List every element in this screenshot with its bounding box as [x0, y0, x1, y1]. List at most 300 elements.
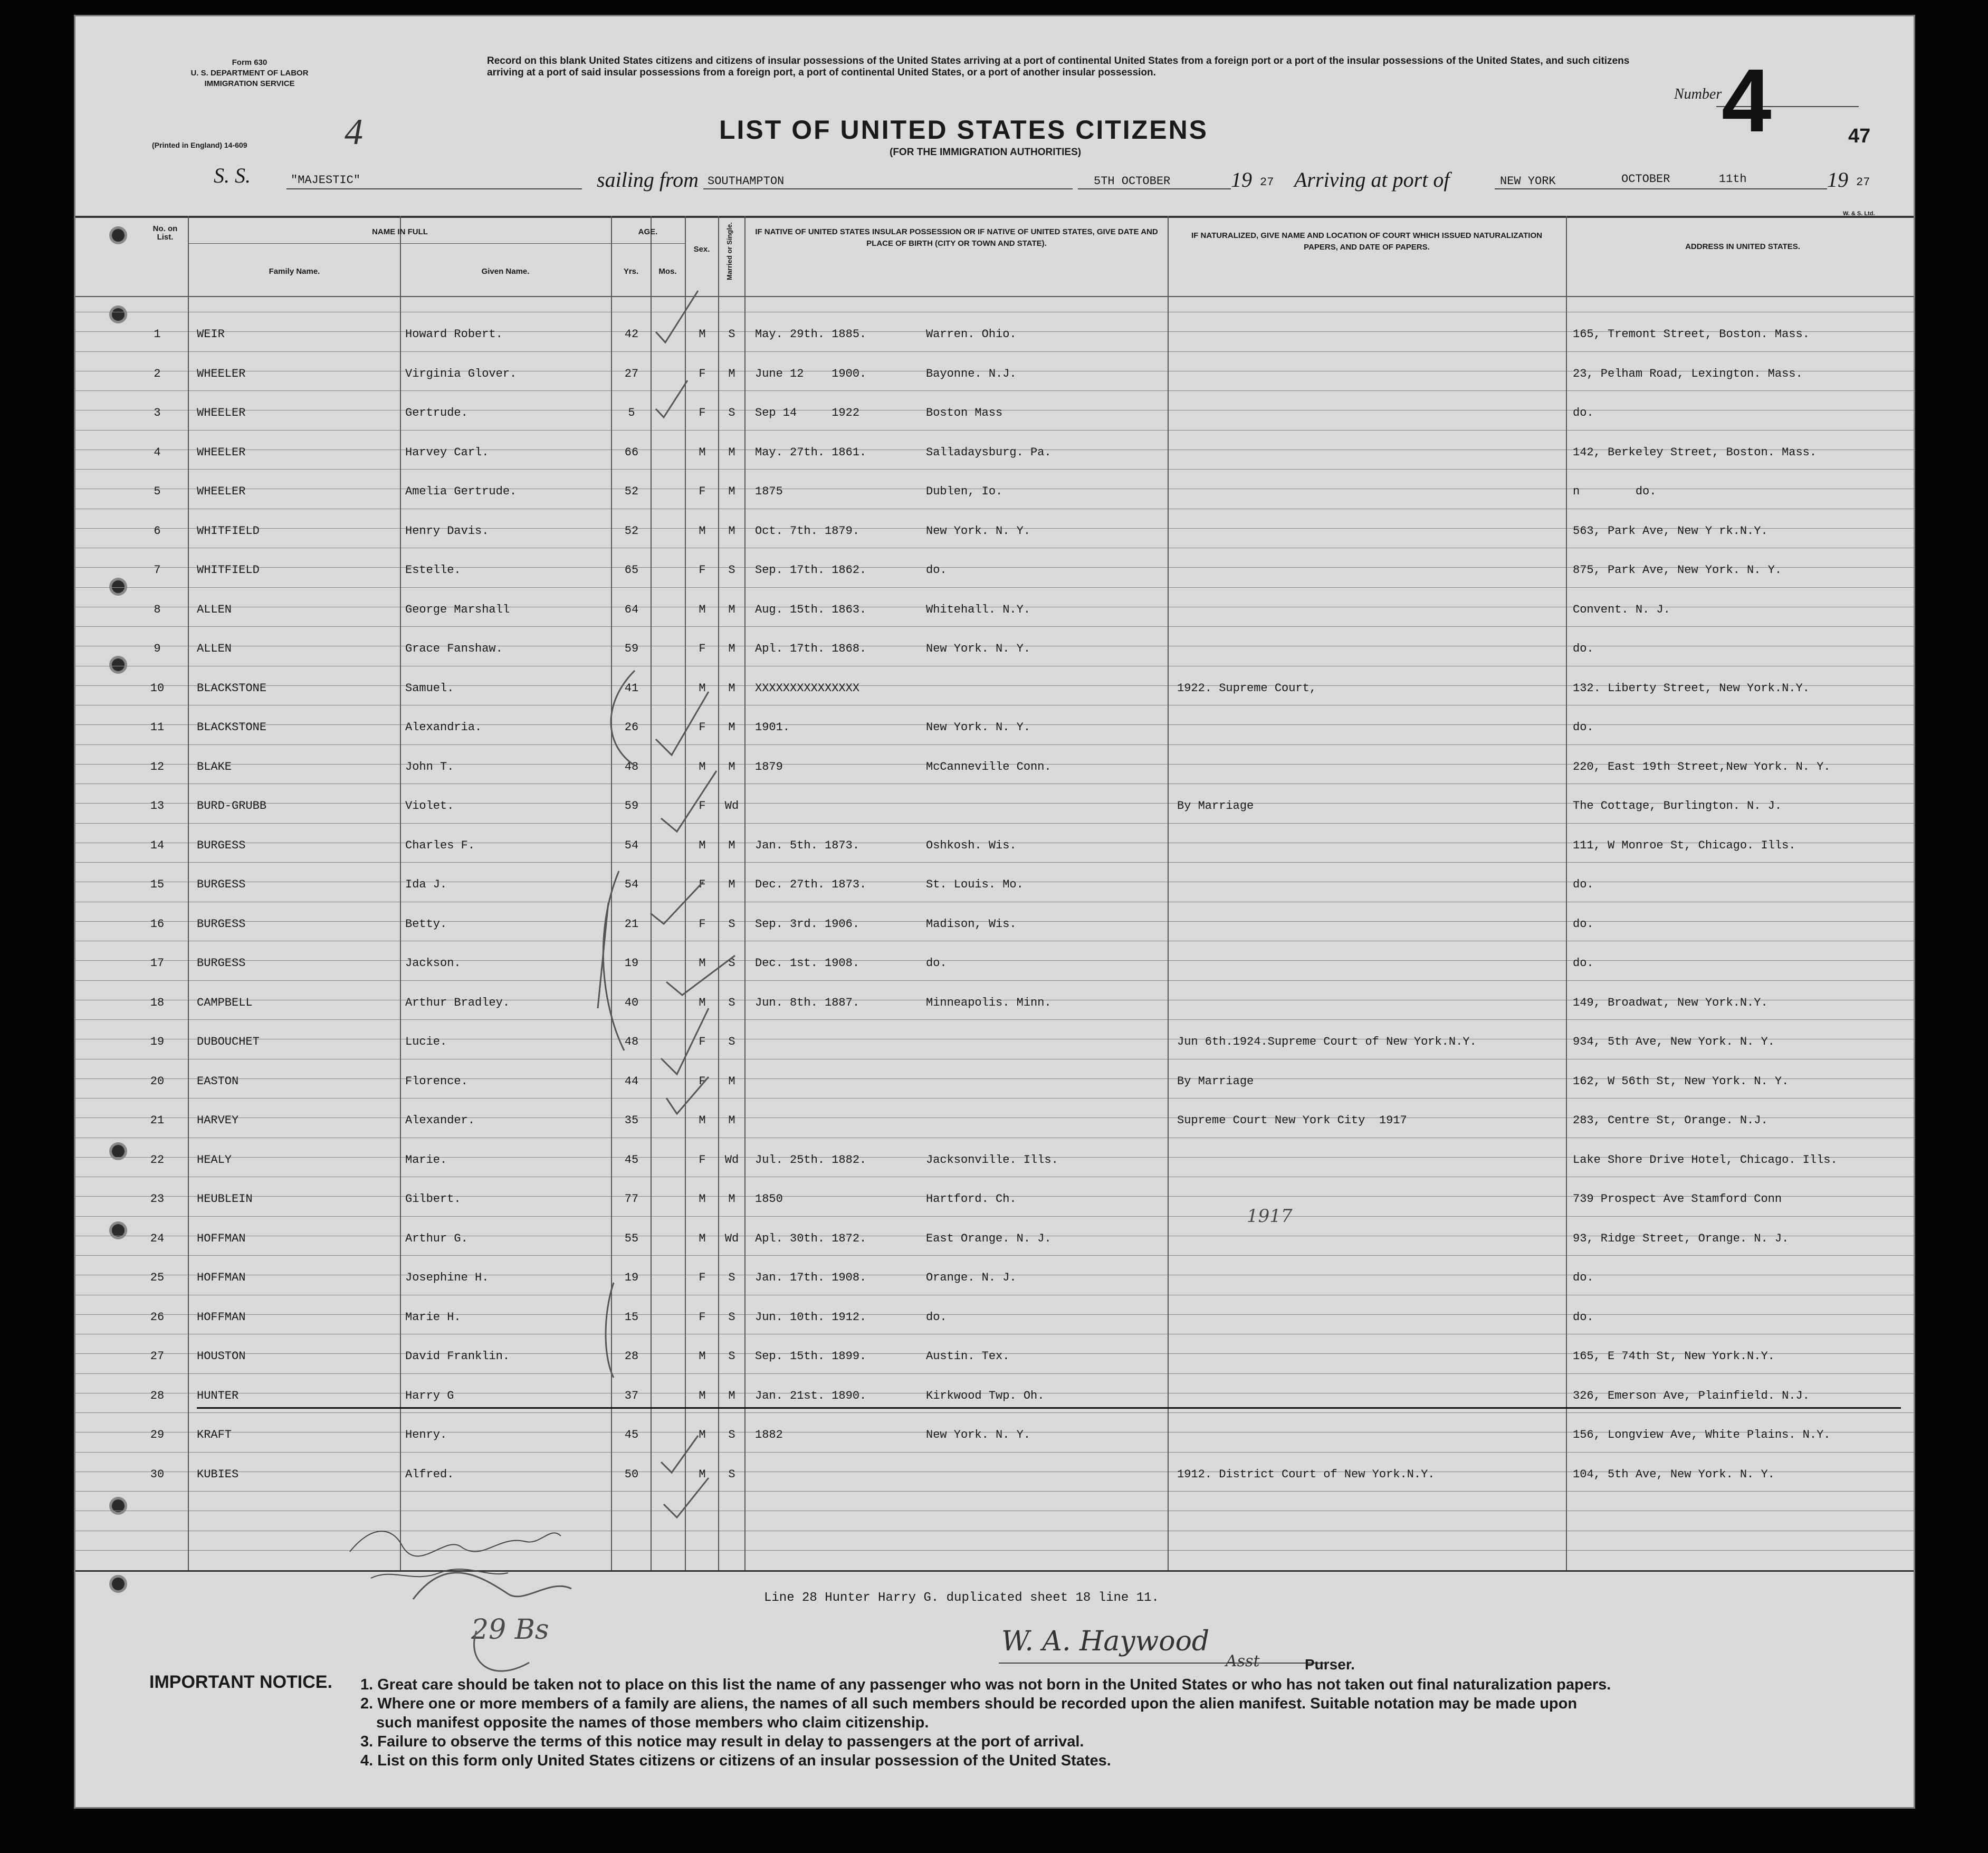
notice-3: 3. Failure to observe the terms of this notice may result in delay to passengers at the port of arrival. — [360, 1733, 1084, 1750]
cell-birth-date: Sep. 17th. 1862. — [755, 563, 867, 577]
cell-sex: M — [699, 760, 706, 773]
cell-given: Henry. — [405, 1428, 447, 1441]
cell-age: 54 — [624, 878, 639, 891]
cell-no: 15 — [150, 878, 165, 891]
cell-sex: M — [699, 1350, 706, 1363]
handwritten-mark: 4 — [345, 112, 363, 152]
clerk-stamp-scribble — [350, 1531, 561, 1578]
cell-ms: M — [728, 1192, 735, 1206]
cell-age: 77 — [624, 1192, 639, 1206]
cell-ms: M — [728, 839, 735, 852]
cell-no: 8 — [154, 603, 161, 616]
cell-given: Arthur G. — [405, 1232, 468, 1245]
cell-ms: M — [728, 485, 735, 498]
purser-signature: W. A. Haywood — [1001, 1626, 1210, 1657]
cell-family: HARVEY — [197, 1114, 239, 1127]
cell-sex: M — [699, 524, 706, 538]
cell-no: 17 — [150, 957, 165, 970]
check-mark — [661, 771, 716, 832]
cell-given: John T. — [405, 760, 454, 773]
cell-age: 59 — [624, 799, 639, 813]
ship-name: "MAJESTIC" — [291, 174, 361, 187]
cell-ms: M — [728, 760, 735, 773]
cell-no: 23 — [150, 1192, 165, 1206]
header-family-name: Family Name. — [269, 267, 320, 276]
cell-age: 45 — [624, 1153, 639, 1167]
departure-date: 5TH OCTOBER — [1094, 175, 1171, 188]
cell-no: 6 — [154, 524, 161, 538]
cell-family: KRAFT — [197, 1428, 232, 1441]
arriving-label: Arriving at port of — [1294, 168, 1450, 192]
cell-birth-date: Sep. 3rd. 1906. — [755, 918, 860, 931]
cell-address: 934, 5th Ave, New York. N. Y. — [1573, 1035, 1775, 1048]
cell-sex: M — [699, 996, 706, 1009]
cell-no: 5 — [154, 485, 161, 498]
cell-sex: M — [699, 1389, 706, 1402]
cell-no: 20 — [150, 1075, 165, 1088]
cell-birth-date: XXXXXXXXXXXXXXX — [755, 682, 860, 695]
number-label: Number — [1674, 86, 1722, 102]
cell-given: Grace Fanshaw. — [405, 642, 503, 655]
cell-age: 65 — [624, 563, 639, 577]
cell-birth-date: May. 27th. 1861. — [755, 446, 867, 459]
cell-birth-place: New York. N. Y. — [926, 1428, 1031, 1441]
cell-no: 21 — [150, 1114, 165, 1127]
cell-address: 875, Park Ave, New York. N. Y. — [1573, 563, 1782, 577]
cell-address: do. — [1573, 957, 1594, 970]
cell-address: Convent. N. J. — [1573, 603, 1670, 616]
notice-2-cont: such manifest opposite the names of those members who claim citizenship. — [376, 1714, 929, 1731]
cell-no: 19 — [150, 1035, 165, 1048]
ss-label: S. S. — [214, 164, 251, 187]
cell-address: 156, Longview Ave, White Plains. N.Y. — [1573, 1428, 1831, 1441]
cell-ms: M — [728, 721, 735, 734]
cell-birth-place: Orange. N. J. — [926, 1271, 1017, 1284]
cell-naturalized: Jun 6th.1924.Supreme Court of New York.N.Y. — [1177, 1035, 1477, 1048]
cell-family: ALLEN — [197, 642, 232, 655]
cell-no: 16 — [150, 918, 165, 931]
cell-birth-date: Apl. 17th. 1868. — [755, 642, 867, 655]
cell-birth-place: New York. N. Y. — [926, 721, 1031, 734]
page-title: LIST OF UNITED STATES CITIZENS — [719, 115, 1209, 145]
cell-address: 111, W Monroe St, Chicago. Ills. — [1573, 839, 1796, 852]
cell-family: HOFFMAN — [197, 1232, 246, 1245]
cell-address: 142, Berkeley Street, Boston. Mass. — [1573, 446, 1817, 459]
cell-ms: S — [728, 957, 735, 970]
cell-address: 162, W 56th St, New York. N. Y. — [1573, 1075, 1789, 1088]
arrival-year: 27 — [1856, 176, 1870, 189]
cell-age: 66 — [624, 446, 639, 459]
cell-birth-place: Dublen, Io. — [926, 485, 1003, 498]
cell-no: 29 — [150, 1428, 165, 1441]
cell-birth-date: 1850 — [755, 1192, 783, 1206]
cell-no: 24 — [150, 1232, 165, 1245]
cell-age: 28 — [624, 1350, 639, 1363]
cell-address: 563, Park Ave, New Y rk.N.Y. — [1573, 524, 1768, 538]
cell-no: 9 — [154, 642, 161, 655]
cell-birth-place: Kirkwood Twp. Oh. — [926, 1389, 1045, 1402]
cell-given: Marie. — [405, 1153, 447, 1167]
header-birth: IF NATIVE OF UNITED STATES INSULAR POSSESSION OR IF NATIVE OF UNITED STATES, GIVE DATE AND PLACE OF BIRTH (CITY OR TOWN AND STATE). — [755, 227, 1158, 248]
cell-given: Harvey Carl. — [405, 446, 489, 459]
page-subtitle: (FOR THE IMMIGRATION AUTHORITIES) — [890, 147, 1082, 158]
cell-birth-place: Madison, Wis. — [926, 918, 1017, 931]
cell-given: Marie H. — [405, 1311, 461, 1324]
cell-birth-date: Dec. 1st. 1908. — [755, 957, 860, 970]
manifest-sheet — [74, 15, 1915, 1809]
arrival-port: NEW YORK — [1500, 175, 1556, 188]
cell-ms: M — [728, 1389, 735, 1402]
cell-birth-date: Jun. 8th. 1887. — [755, 996, 860, 1009]
cell-ms: S — [728, 328, 735, 341]
cell-birth-place: Boston Mass — [926, 406, 1003, 419]
cell-address: n do. — [1573, 485, 1657, 498]
cell-address: 283, Centre St, Orange. N.J. — [1573, 1114, 1768, 1127]
cell-sex: F — [699, 485, 706, 498]
check-mark — [661, 1008, 709, 1074]
cell-birth-place: Minneapolis. Minn. — [926, 996, 1052, 1009]
cell-birth-date: 1879 — [755, 760, 783, 773]
cell-ms: Wd — [724, 799, 739, 813]
cell-no: 22 — [150, 1153, 165, 1167]
cell-ms: S — [728, 1271, 735, 1284]
cell-ms: S — [728, 1035, 735, 1048]
check-mark — [661, 1436, 698, 1473]
cell-family: BURGESS — [197, 957, 246, 970]
cell-ms: S — [728, 996, 735, 1009]
cell-sex: F — [699, 1271, 706, 1284]
cell-sex: F — [699, 918, 706, 931]
cell-ms: Wd — [724, 1153, 739, 1167]
cell-age: 48 — [624, 760, 639, 773]
cell-birth-place: St. Louis. Mo. — [926, 878, 1024, 891]
cell-birth-place: Whitehall. N.Y. — [926, 603, 1031, 616]
cell-ms: S — [728, 1311, 735, 1324]
cell-address: The Cottage, Burlington. N. J. — [1573, 799, 1782, 813]
check-mark — [666, 1077, 709, 1114]
cell-sex: M — [699, 682, 706, 695]
cell-birth-place: do. — [926, 1311, 947, 1324]
form-number: Form 630 — [232, 58, 267, 67]
cell-family: WHEELER — [197, 485, 246, 498]
header-naturalized: IF NATURALIZED, GIVE NAME AND LOCATION OF COURT WHICH ISSUED NATURALIZATION PAPERS, AND DATE OF PAPERS. — [1191, 231, 1542, 252]
cell-no: 2 — [154, 367, 161, 380]
cell-sex: F — [699, 406, 706, 419]
cell-given: Henry Davis. — [405, 524, 489, 538]
cell-age: 55 — [624, 1232, 639, 1245]
cell-sex: M — [699, 1468, 706, 1481]
cell-given: Charles F. — [405, 839, 475, 852]
check-mark — [664, 1478, 709, 1517]
page-number: 47 — [1848, 125, 1871, 147]
cell-age: 52 — [624, 485, 639, 498]
cell-birth-place: do. — [926, 563, 947, 577]
cell-family: WHITFIELD — [197, 524, 260, 538]
cell-sex: F — [699, 799, 706, 813]
cell-ms: S — [728, 406, 735, 419]
cell-given: Alexandria. — [405, 721, 482, 734]
cell-given: Virginia Glover. — [405, 367, 517, 380]
cell-birth-place: Warren. Ohio. — [926, 328, 1017, 341]
cell-birth-place: Oshkosh. Wis. — [926, 839, 1017, 852]
cell-birth-place: Hartford. Ch. — [926, 1192, 1017, 1206]
cell-sex: M — [699, 603, 706, 616]
cell-given: Jackson. — [405, 957, 461, 970]
sailing-label: sailing from — [597, 168, 699, 192]
cell-ms: M — [728, 446, 735, 459]
cell-ms: M — [728, 1075, 735, 1088]
cell-age: 19 — [624, 1271, 639, 1284]
cell-family: KUBIES — [197, 1468, 239, 1481]
cell-ms: M — [728, 603, 735, 616]
bracket-mark — [606, 1283, 614, 1378]
cell-no: 4 — [154, 446, 161, 459]
cell-no: 12 — [150, 760, 165, 773]
cell-address: 149, Broadwat, New York.N.Y. — [1573, 996, 1768, 1009]
cell-birth-date: Sep. 15th. 1899. — [755, 1350, 867, 1363]
cell-sex: M — [699, 1114, 706, 1127]
cell-address: do. — [1573, 406, 1594, 419]
cell-age: 64 — [624, 603, 639, 616]
cell-no: 11 — [150, 721, 165, 734]
cell-address: 739 Prospect Ave Stamford Conn — [1573, 1192, 1782, 1206]
cell-age: 52 — [624, 524, 639, 538]
cell-given: Amelia Gertrude. — [405, 485, 517, 498]
bracket-mark — [611, 671, 635, 766]
cell-birth-place: McCanneville Conn. — [926, 760, 1052, 773]
notice-4: 4. List on this form only United States citizens or citizens of an insular possession of the United States. — [360, 1752, 1111, 1769]
cell-sex: M — [699, 839, 706, 852]
cell-no: 26 — [150, 1311, 165, 1324]
cell-no: 25 — [150, 1271, 165, 1284]
check-mark — [656, 692, 709, 755]
cell-age: 45 — [624, 1428, 639, 1441]
cell-given: Betty. — [405, 918, 447, 931]
cell-given: David Franklin. — [405, 1350, 510, 1363]
cell-age: 5 — [628, 406, 635, 419]
header-address: ADDRESS IN UNITED STATES. — [1685, 242, 1800, 251]
service: IMMIGRATION SERVICE — [204, 79, 295, 88]
arrival-date: OCTOBER 11th — [1621, 173, 1747, 186]
cell-birth-place: Bayonne. N.J. — [926, 367, 1017, 380]
cell-age: 42 — [624, 328, 639, 341]
purser-label: Purser. — [1305, 1656, 1355, 1673]
asst-annotation: Asst — [1226, 1652, 1260, 1670]
cell-family: EASTON — [197, 1075, 239, 1088]
cell-family: BURGESS — [197, 918, 246, 931]
cell-birth-date: Apl. 30th. 1872. — [755, 1232, 867, 1245]
cell-ms: S — [728, 1468, 735, 1481]
cell-no: 3 — [154, 406, 161, 419]
check-mark — [656, 380, 687, 417]
cell-address: 220, East 19th Street,New York. N. Y. — [1573, 760, 1831, 773]
record-instruction: Record on this blank United States citizens and citizens of insular possessions of the United States arriving at a port of continental United States from a foreign port or a port of the insular possessions of the United States, and such citizens arriving at a port of said insular possessions from a foreign port, a port of continental United States, or a port of another insular possession. — [487, 55, 1630, 78]
cell-ms: M — [728, 524, 735, 538]
cell-family: BLACKSTONE — [197, 682, 267, 695]
cell-birth-date: May. 29th. 1885. — [755, 328, 867, 341]
cell-address: do. — [1573, 878, 1594, 891]
header-yrs: Yrs. — [623, 267, 639, 276]
cell-family: BLAKE — [197, 760, 232, 773]
cell-family: HOFFMAN — [197, 1271, 246, 1284]
cell-birth-date: Aug. 15th. 1863. — [755, 603, 867, 616]
printer-mark: W. & S. Ltd. — [1843, 211, 1875, 217]
cell-family: HEUBLEIN — [197, 1192, 253, 1206]
header-sex: Sex. — [693, 245, 710, 254]
header-married-single: Married or Single. — [725, 222, 733, 280]
cell-no: 10 — [150, 682, 165, 695]
cell-sex: M — [699, 1192, 706, 1206]
cell-address: 23, Pelham Road, Lexington. Mass. — [1573, 367, 1803, 380]
cell-sex: M — [699, 1232, 706, 1245]
list-number: 4 — [1722, 51, 1772, 151]
cell-given: Alfred. — [405, 1468, 454, 1481]
cell-family: DUBOUCHET — [197, 1035, 260, 1048]
cell-no: 27 — [150, 1350, 165, 1363]
cell-ms: S — [728, 918, 735, 931]
cell-address: do. — [1573, 1271, 1594, 1284]
check-marks — [413, 291, 735, 1671]
pencil-annotation: 29 Bs — [471, 1614, 549, 1646]
cell-address: 326, Emerson Ave, Plainfield. N.J. — [1573, 1389, 1810, 1402]
notice-1: 1. Great care should be taken not to place on this list the name of any passenger who was not born in the United States or who has not taken out final naturalization papers. — [360, 1676, 1611, 1693]
cell-ms: S — [728, 563, 735, 577]
cell-age: 41 — [624, 682, 639, 695]
cell-given: Arthur Bradley. — [405, 996, 510, 1009]
cell-given: Lucie. — [405, 1035, 447, 1048]
cell-ms: Wd — [724, 1232, 739, 1245]
cell-address: 165, E 74th St, New York.N.Y. — [1573, 1350, 1775, 1363]
departure-port: SOUTHAMPTON — [708, 175, 785, 188]
cell-age: 48 — [624, 1035, 639, 1048]
cell-given: Josephine H. — [405, 1271, 489, 1284]
cell-given: George Marshall — [405, 603, 510, 616]
cell-family: CAMPBELL — [197, 996, 253, 1009]
cell-ms: M — [728, 682, 735, 695]
check-mark — [666, 956, 735, 995]
department: U. S. DEPARTMENT OF LABOR — [190, 69, 309, 78]
cell-sex: F — [699, 1153, 706, 1167]
cell-birth-date: Jan. 17th. 1908. — [755, 1271, 867, 1284]
cell-family: HUNTER — [197, 1389, 239, 1402]
cell-family: BURGESS — [197, 839, 246, 852]
pencil-tick-marks — [75, 16, 1915, 1809]
cell-no: 28 — [150, 1389, 165, 1402]
cell-birth-place: Salladaysburg. Pa. — [926, 446, 1052, 459]
cell-age: 40 — [624, 996, 639, 1009]
arrival-year-prefix: 19 — [1827, 168, 1848, 192]
cell-sex: F — [699, 1035, 706, 1048]
duplicate-note: Line 28 Hunter Harry G. duplicated sheet 18 line 11. — [764, 1591, 1159, 1605]
cell-no: 1 — [154, 328, 161, 341]
cell-sex: F — [699, 721, 706, 734]
sail-year-prefix: 19 — [1231, 168, 1252, 192]
cell-age: 50 — [624, 1468, 639, 1481]
cell-age: 21 — [624, 918, 639, 931]
cell-given: Violet. — [405, 799, 454, 813]
cell-naturalized: 1912. District Court of New York.N.Y. — [1177, 1468, 1435, 1481]
cell-ms: S — [728, 1428, 735, 1441]
cell-sex: F — [699, 367, 706, 380]
cell-age: 54 — [624, 839, 639, 852]
cell-address: Lake Shore Drive Hotel, Chicago. Ills. — [1573, 1153, 1838, 1167]
bracket-mark — [603, 871, 624, 1050]
cell-birth-place: do. — [926, 957, 947, 970]
cell-sex: F — [699, 563, 706, 577]
cell-birth-date: Oct. 7th. 1879. — [755, 524, 860, 538]
cell-ms: M — [728, 367, 735, 380]
cell-ms: M — [728, 642, 735, 655]
cell-family: HOFFMAN — [197, 1311, 246, 1324]
header-mos: Mos. — [658, 267, 677, 276]
pencil-scribble — [413, 1573, 571, 1599]
notice-2: 2. Where one or more members of a family are aliens, the names of all such members should be recorded upon the alien manifest. Suitable notation may be made upon — [360, 1695, 1578, 1712]
cell-sex: F — [699, 1075, 706, 1088]
cell-birth-date: Jun. 10th. 1912. — [755, 1311, 867, 1324]
header-name-in-full: NAME IN FULL — [372, 227, 428, 236]
cell-sex: M — [699, 328, 706, 341]
cell-no: 7 — [154, 563, 161, 577]
cell-age: 26 — [624, 721, 639, 734]
cell-family: BURD-GRUBB — [197, 799, 267, 813]
cell-address: do. — [1573, 1311, 1594, 1324]
cell-family: WHEELER — [197, 406, 246, 419]
cell-birth-date: June 12 1900. — [755, 367, 867, 380]
cell-family: HEALY — [197, 1153, 232, 1167]
cell-age: 19 — [624, 957, 639, 970]
cell-age: 27 — [624, 367, 639, 380]
check-mark — [651, 882, 703, 924]
cell-birth-place: Jacksonville. Ills. — [926, 1153, 1058, 1167]
cell-given: Howard Robert. — [405, 328, 503, 341]
cell-address: 132. Liberty Street, New York.N.Y. — [1573, 682, 1810, 695]
cell-naturalized: By Marriage — [1177, 799, 1254, 813]
cell-age: 35 — [624, 1114, 639, 1127]
cell-no: 18 — [150, 996, 165, 1009]
cell-age: 37 — [624, 1389, 639, 1402]
cell-no: 30 — [150, 1468, 165, 1481]
check-mark — [656, 291, 698, 342]
cell-sex: M — [699, 446, 706, 459]
cell-ms: M — [728, 878, 735, 891]
cell-sex: M — [699, 1428, 706, 1441]
cell-given: Gilbert. — [405, 1192, 461, 1206]
cell-sex: F — [699, 1311, 706, 1324]
pencil-annotation: 1917 — [1247, 1206, 1293, 1227]
cell-address: do. — [1573, 918, 1594, 931]
cell-address: 165, Tremont Street, Boston. Mass. — [1573, 328, 1810, 341]
printed-note: (Printed in England) 14-609 — [152, 141, 247, 149]
notice-heading: IMPORTANT NOTICE. — [149, 1672, 332, 1692]
cell-birth-date: 1875 — [755, 485, 783, 498]
pencil-scribble — [474, 1631, 529, 1671]
cell-birth-date: Jul. 25th. 1882. — [755, 1153, 867, 1167]
cell-naturalized: 1922. Supreme Court, — [1177, 682, 1317, 695]
cell-family: WHEELER — [197, 367, 246, 380]
cell-naturalized: Supreme Court New York City 1917 — [1177, 1114, 1407, 1127]
cell-given: Samuel. — [405, 682, 454, 695]
cell-birth-date: Sep 14 1922 — [755, 406, 860, 419]
cell-family: ALLEN — [197, 603, 232, 616]
cell-birth-place: Austin. Tex. — [926, 1350, 1010, 1363]
cell-family: WHEELER — [197, 446, 246, 459]
cell-birth-place: East Orange. N. J. — [926, 1232, 1052, 1245]
cell-ms: M — [728, 1114, 735, 1127]
cell-age: 15 — [624, 1311, 639, 1324]
cell-family: HOUSTON — [197, 1350, 246, 1363]
cell-given: Gertrude. — [405, 406, 468, 419]
cell-given: Harry G — [405, 1389, 454, 1402]
